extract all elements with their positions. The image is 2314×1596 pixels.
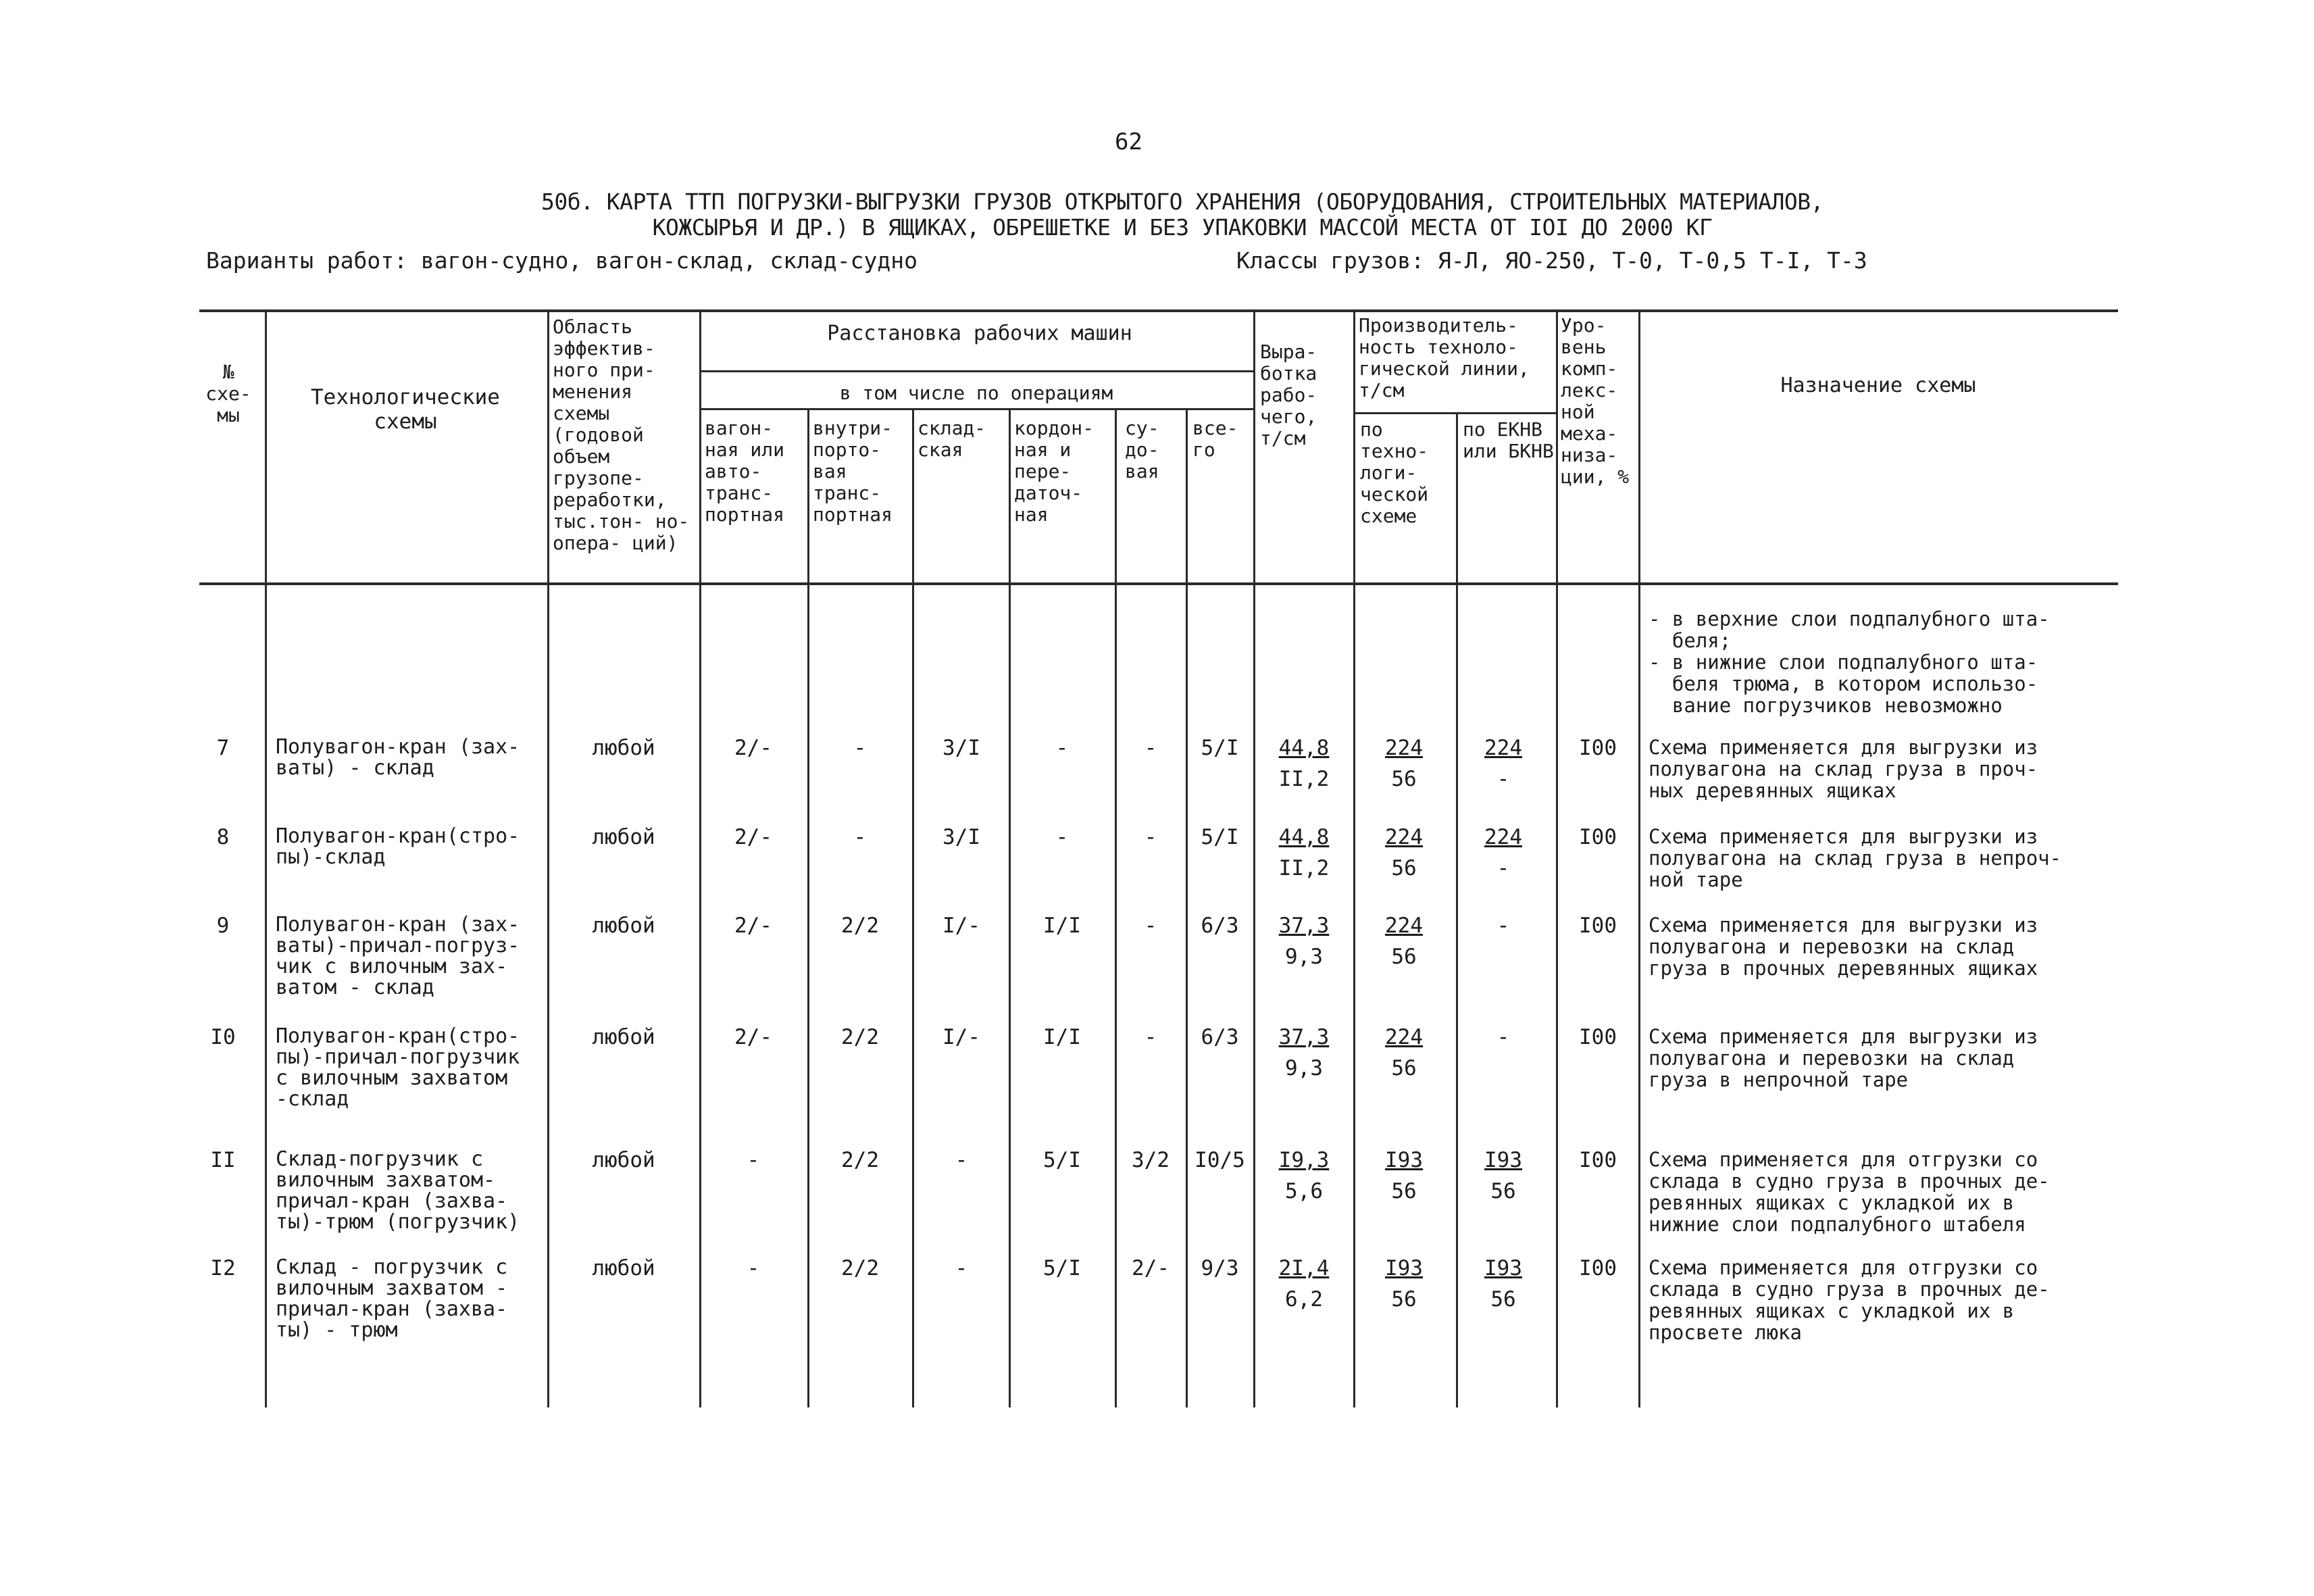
scheme-line: вилочным захватом- — [276, 1168, 496, 1192]
prod-scheme-top: I93 — [1385, 1148, 1423, 1172]
header-prod-by-scheme: по техно- логи- ческой схеме — [1360, 418, 1429, 527]
prod-norms-top: - — [1496, 914, 1510, 938]
header-prod-by-norms: по ЕКНВ или БКНВ — [1463, 418, 1554, 462]
scheme-line: пы)-склад — [276, 845, 386, 869]
prod-scheme-top: I93 — [1385, 1256, 1423, 1280]
output-bottom: 5,6 — [1285, 1179, 1323, 1203]
purpose-line: полувагона на склад груза в непроч- — [1649, 847, 2062, 870]
prod-scheme-top: 224 — [1385, 1025, 1423, 1049]
cargo-classes: Классы грузов: Я-Л, ЯО-250, Т-0, Т-0,5 Т-I, Т-3 — [1236, 247, 1867, 274]
prod-scheme-top: 224 — [1385, 914, 1423, 938]
header-purpose: Назначение схемы — [1780, 374, 1976, 397]
operation-op2: - — [853, 825, 867, 849]
header-technological-schemes: Технологические схемы — [311, 385, 500, 434]
header-application-area: Область эффектив- ного при- менения схемы (годовой объем грузопе- реработки, тыс.тон- но-опера- ций) — [553, 316, 690, 554]
prod-scheme-bottom: 56 — [1391, 1179, 1417, 1203]
prod-scheme-bottom: 56 — [1391, 856, 1417, 880]
prod-norms-top: - — [1496, 1025, 1510, 1049]
prod-scheme-bottom: 56 — [1391, 1056, 1417, 1080]
application-area: любой — [592, 825, 655, 849]
operation-op2: 2/2 — [841, 1256, 879, 1280]
scheme-line: с вилочным захватом — [276, 1066, 508, 1090]
prod-norms-bottom: - — [1496, 767, 1510, 791]
operation-op6: 5/I — [1201, 825, 1239, 849]
operation-op1: 2/- — [734, 736, 772, 760]
operation-op5: 2/- — [1132, 1256, 1169, 1280]
application-area: любой — [592, 736, 655, 760]
scheme-purpose — [1649, 826, 2135, 891]
header-worker-output: Выра- ботка рабо- чего, т/см — [1260, 341, 1317, 449]
scheme-line: ты)-трюм (погрузчик) — [276, 1210, 520, 1234]
operation-op4: I/I — [1043, 914, 1081, 938]
header-including-operations: в том числе по операциям — [839, 382, 1113, 404]
scheme-line: ватом - склад — [276, 976, 434, 999]
scheme-line: причал-кран (захва- — [276, 1189, 508, 1213]
col-divider — [1456, 414, 1458, 1407]
scheme-description — [276, 737, 549, 778]
mechanization-level: I00 — [1579, 1025, 1617, 1049]
prod-norms-bottom: 56 — [1490, 1179, 1516, 1203]
output-top: 37,3 — [1278, 914, 1330, 938]
note-line: беля трюма, в котором использо- — [1649, 672, 2038, 695]
note-line: беля; — [1649, 629, 1732, 652]
operation-op6: 5/I — [1201, 736, 1239, 760]
scheme-purpose — [1649, 1149, 2135, 1235]
operation-op6: 6/3 — [1201, 1025, 1239, 1049]
operation-op5: - — [1144, 825, 1157, 849]
scheme-line: Полувагон-кран (зах- — [276, 735, 520, 759]
scheme-number: 9 — [216, 914, 230, 938]
purpose-line: полувагона на склад груза в проч- — [1649, 757, 2038, 780]
col-divider — [1253, 309, 1255, 1407]
header-op-total: все- го — [1192, 417, 1238, 461]
scheme-line: Полувагон-кран (зах- — [276, 913, 520, 937]
operation-op2: 2/2 — [841, 1025, 879, 1049]
operation-op4: - — [1055, 736, 1069, 760]
header-mechanization-level: Уро- вень комп- лекс- ной меха- низа- ции, % — [1561, 314, 1630, 488]
purpose-line: ных деревянных ящиках — [1649, 779, 1896, 802]
purpose-line: полувагона и перевозки на склад — [1649, 1047, 2015, 1070]
header-op-cordon: кордон- ная и пере- даточ- ная — [1014, 417, 1095, 526]
prod-norms-top: 224 — [1484, 825, 1522, 849]
mechanization-level: I00 — [1579, 736, 1617, 760]
output-top: 37,3 — [1278, 1025, 1330, 1049]
scheme-line: вилочным захватом - — [276, 1276, 508, 1300]
scheme-description — [276, 1257, 549, 1341]
work-variants: Варианты работ: вагон-судно, вагон-склад, склад-судно — [206, 247, 917, 274]
purpose-line: ревянных ящиках с укладкой их в — [1649, 1299, 2015, 1322]
operation-op2: - — [853, 736, 867, 760]
purpose-line: Схема применяется для выгрузки из — [1649, 825, 2038, 848]
prod-scheme-top: 224 — [1385, 736, 1423, 760]
operation-op4: - — [1055, 825, 1069, 849]
purpose-line: Схема применяется для выгрузки из — [1649, 736, 2038, 759]
note-line: - в нижние слои подпалубного шта- — [1649, 651, 2038, 674]
output-top: 44,8 — [1278, 736, 1330, 760]
operation-op6: 6/3 — [1201, 914, 1239, 938]
output-top: I9,3 — [1278, 1148, 1330, 1172]
scheme-line: Склад-погрузчик с — [276, 1147, 484, 1171]
purpose-line: Схема применяется для выгрузки из — [1649, 914, 2038, 937]
scheme-line: ты) - трюм — [276, 1318, 398, 1342]
scheme-line: ваты)-причал-погруз- — [276, 934, 520, 957]
note-line: - в верхние слои подпалубного шта- — [1649, 607, 2050, 630]
scheme-description — [276, 1149, 549, 1232]
col-divider — [1638, 309, 1640, 1407]
page-number: 62 — [1115, 128, 1142, 155]
header-op-wagon: вагон- ная или авто- транс- портная — [705, 417, 785, 526]
scheme-number: II — [210, 1148, 236, 1172]
table-top-border — [199, 309, 2118, 312]
scheme-line: пы)-причал-погрузчик — [276, 1045, 520, 1069]
col-divider — [265, 309, 267, 1407]
application-area: любой — [592, 1256, 655, 1280]
scheme-number: I0 — [210, 1025, 236, 1049]
operation-op2: 2/2 — [841, 1148, 879, 1172]
operation-op3: - — [955, 1256, 968, 1280]
productivity-sub-border — [1353, 412, 1556, 414]
scheme-line: причал-кран (захва- — [276, 1297, 508, 1321]
prod-norms-top: I93 — [1484, 1148, 1522, 1172]
scheme-purpose — [1649, 914, 2135, 979]
purpose-line: ной таре — [1649, 868, 1743, 891]
placement-sub-border — [699, 370, 1253, 372]
prod-norms-bottom: - — [1496, 856, 1510, 880]
operation-op4: 5/I — [1043, 1256, 1081, 1280]
col-divider — [1556, 309, 1558, 1407]
ops-sub-border — [699, 408, 1253, 410]
header-placement: Расстановка рабочих машин — [827, 322, 1132, 345]
scheme-number: 7 — [216, 736, 230, 760]
operation-op1: - — [747, 1148, 760, 1172]
prod-norms-top: I93 — [1484, 1256, 1522, 1280]
output-bottom: 9,3 — [1285, 945, 1323, 969]
scheme-number: 8 — [216, 825, 230, 849]
prod-norms-top: 224 — [1484, 736, 1522, 760]
operation-op3: - — [955, 1148, 968, 1172]
operation-op3: 3/I — [942, 736, 980, 760]
purpose-line: груза в непрочной таре — [1649, 1068, 1909, 1091]
scheme-purpose — [1649, 1026, 2135, 1091]
continued-notes — [1649, 608, 2135, 716]
scheme-purpose — [1649, 1257, 2135, 1343]
scheme-line: Полувагон-кран(стро- — [276, 1024, 520, 1048]
header-bottom-border — [199, 582, 2118, 585]
prod-scheme-bottom: 56 — [1391, 1287, 1417, 1312]
operation-op4: I/I — [1043, 1025, 1081, 1049]
output-bottom: II,2 — [1278, 767, 1330, 791]
mechanization-level: I00 — [1579, 914, 1617, 938]
prod-norms-bottom: 56 — [1490, 1287, 1516, 1312]
scheme-purpose — [1649, 737, 2135, 801]
operation-op4: 5/I — [1043, 1148, 1081, 1172]
application-area: любой — [592, 1148, 655, 1172]
header-op-ship: су- до- вая — [1125, 417, 1159, 482]
output-bottom: 9,3 — [1285, 1056, 1323, 1080]
application-area: любой — [592, 914, 655, 938]
col-divider — [699, 309, 701, 1407]
output-bottom: 6,2 — [1285, 1287, 1323, 1312]
operation-op3: 3/I — [942, 825, 980, 849]
output-top: 44,8 — [1278, 825, 1330, 849]
scheme-line: -склад — [276, 1087, 349, 1111]
scheme-description — [276, 914, 549, 998]
prod-scheme-bottom: 56 — [1391, 945, 1417, 969]
scheme-line: Полувагон-кран(стро- — [276, 824, 520, 848]
scheme-description — [276, 1026, 549, 1109]
title-line-2: КОЖСЫРЬЯ И ДР.) В ЯЩИКАХ, ОБРЕШЕТКЕ И БЕЗ УПАКОВКИ МАССОЙ МЕСТА ОТ IOI ДО 2000 КГ — [652, 214, 1713, 241]
mechanization-level: I00 — [1579, 1148, 1617, 1172]
mechanization-level: I00 — [1579, 1256, 1617, 1280]
purpose-line: полувагона и перевозки на склад — [1649, 935, 2015, 958]
application-area: любой — [592, 1025, 655, 1049]
operation-op1: - — [747, 1256, 760, 1280]
operation-op6: 9/3 — [1201, 1256, 1239, 1280]
scheme-description — [276, 826, 549, 868]
col-divider — [1353, 309, 1355, 1407]
note-line: вание погрузчиков невозможно — [1649, 694, 2003, 717]
operation-op1: 2/- — [734, 914, 772, 938]
purpose-line: Схема применяется для выгрузки из — [1649, 1025, 2038, 1048]
operation-op5: 3/2 — [1132, 1148, 1169, 1172]
title-line-1: 50б. КАРТА ТТП ПОГРУЗКИ-ВЫГРУЗКИ ГРУЗОВ ОТКРЫТОГО ХРАНЕНИЯ (ОБОРУДОВАНИЯ, СТРОИТЕЛЬНЫХ МАТЕРИАЛОВ, — [540, 189, 1824, 215]
scheme-line: ваты) - склад — [276, 756, 434, 780]
operation-op3: I/- — [942, 914, 980, 938]
purpose-line: Схема применяется для отгрузки со — [1649, 1256, 2038, 1279]
scheme-number: I2 — [210, 1256, 236, 1280]
operation-op5: - — [1144, 914, 1157, 938]
operation-op5: - — [1144, 736, 1157, 760]
header-op-intraport: внутри- порто- вая транс- портная — [813, 417, 893, 526]
operation-op1: 2/- — [734, 825, 772, 849]
header-op-warehouse: склад- ская — [917, 417, 986, 461]
purpose-line: груза в прочных деревянных ящиках — [1649, 957, 2038, 980]
prod-scheme-bottom: 56 — [1391, 767, 1417, 791]
header-scheme-number: № схе- мы — [205, 361, 251, 426]
mechanization-level: I00 — [1579, 825, 1617, 849]
operation-op2: 2/2 — [841, 914, 879, 938]
document-title — [203, 189, 2162, 241]
scheme-line: Склад - погрузчик с — [276, 1255, 508, 1279]
purpose-line: просвете люка — [1649, 1321, 1802, 1344]
output-bottom: II,2 — [1278, 856, 1330, 880]
output-top: 2I,4 — [1278, 1256, 1330, 1280]
operation-op5: - — [1144, 1025, 1157, 1049]
prod-scheme-top: 224 — [1385, 825, 1423, 849]
purpose-line: ревянных ящиках с укладкой их в — [1649, 1191, 2015, 1214]
operation-op6: I0/5 — [1194, 1148, 1245, 1172]
purpose-line: Схема применяется для отгрузки со — [1649, 1148, 2038, 1171]
header-productivity: Производитель- ность техноло- гической линии, т/см — [1359, 314, 1530, 401]
purpose-line: склада в судно груза в прочных де- — [1649, 1170, 2050, 1193]
purpose-line: нижние слои подпалубного штабеля — [1649, 1213, 2026, 1236]
purpose-line: склада в судно груза в прочных де- — [1649, 1278, 2050, 1301]
operation-op3: I/- — [942, 1025, 980, 1049]
operation-op1: 2/- — [734, 1025, 772, 1049]
scheme-line: чик с вилочным зах- — [276, 955, 508, 978]
